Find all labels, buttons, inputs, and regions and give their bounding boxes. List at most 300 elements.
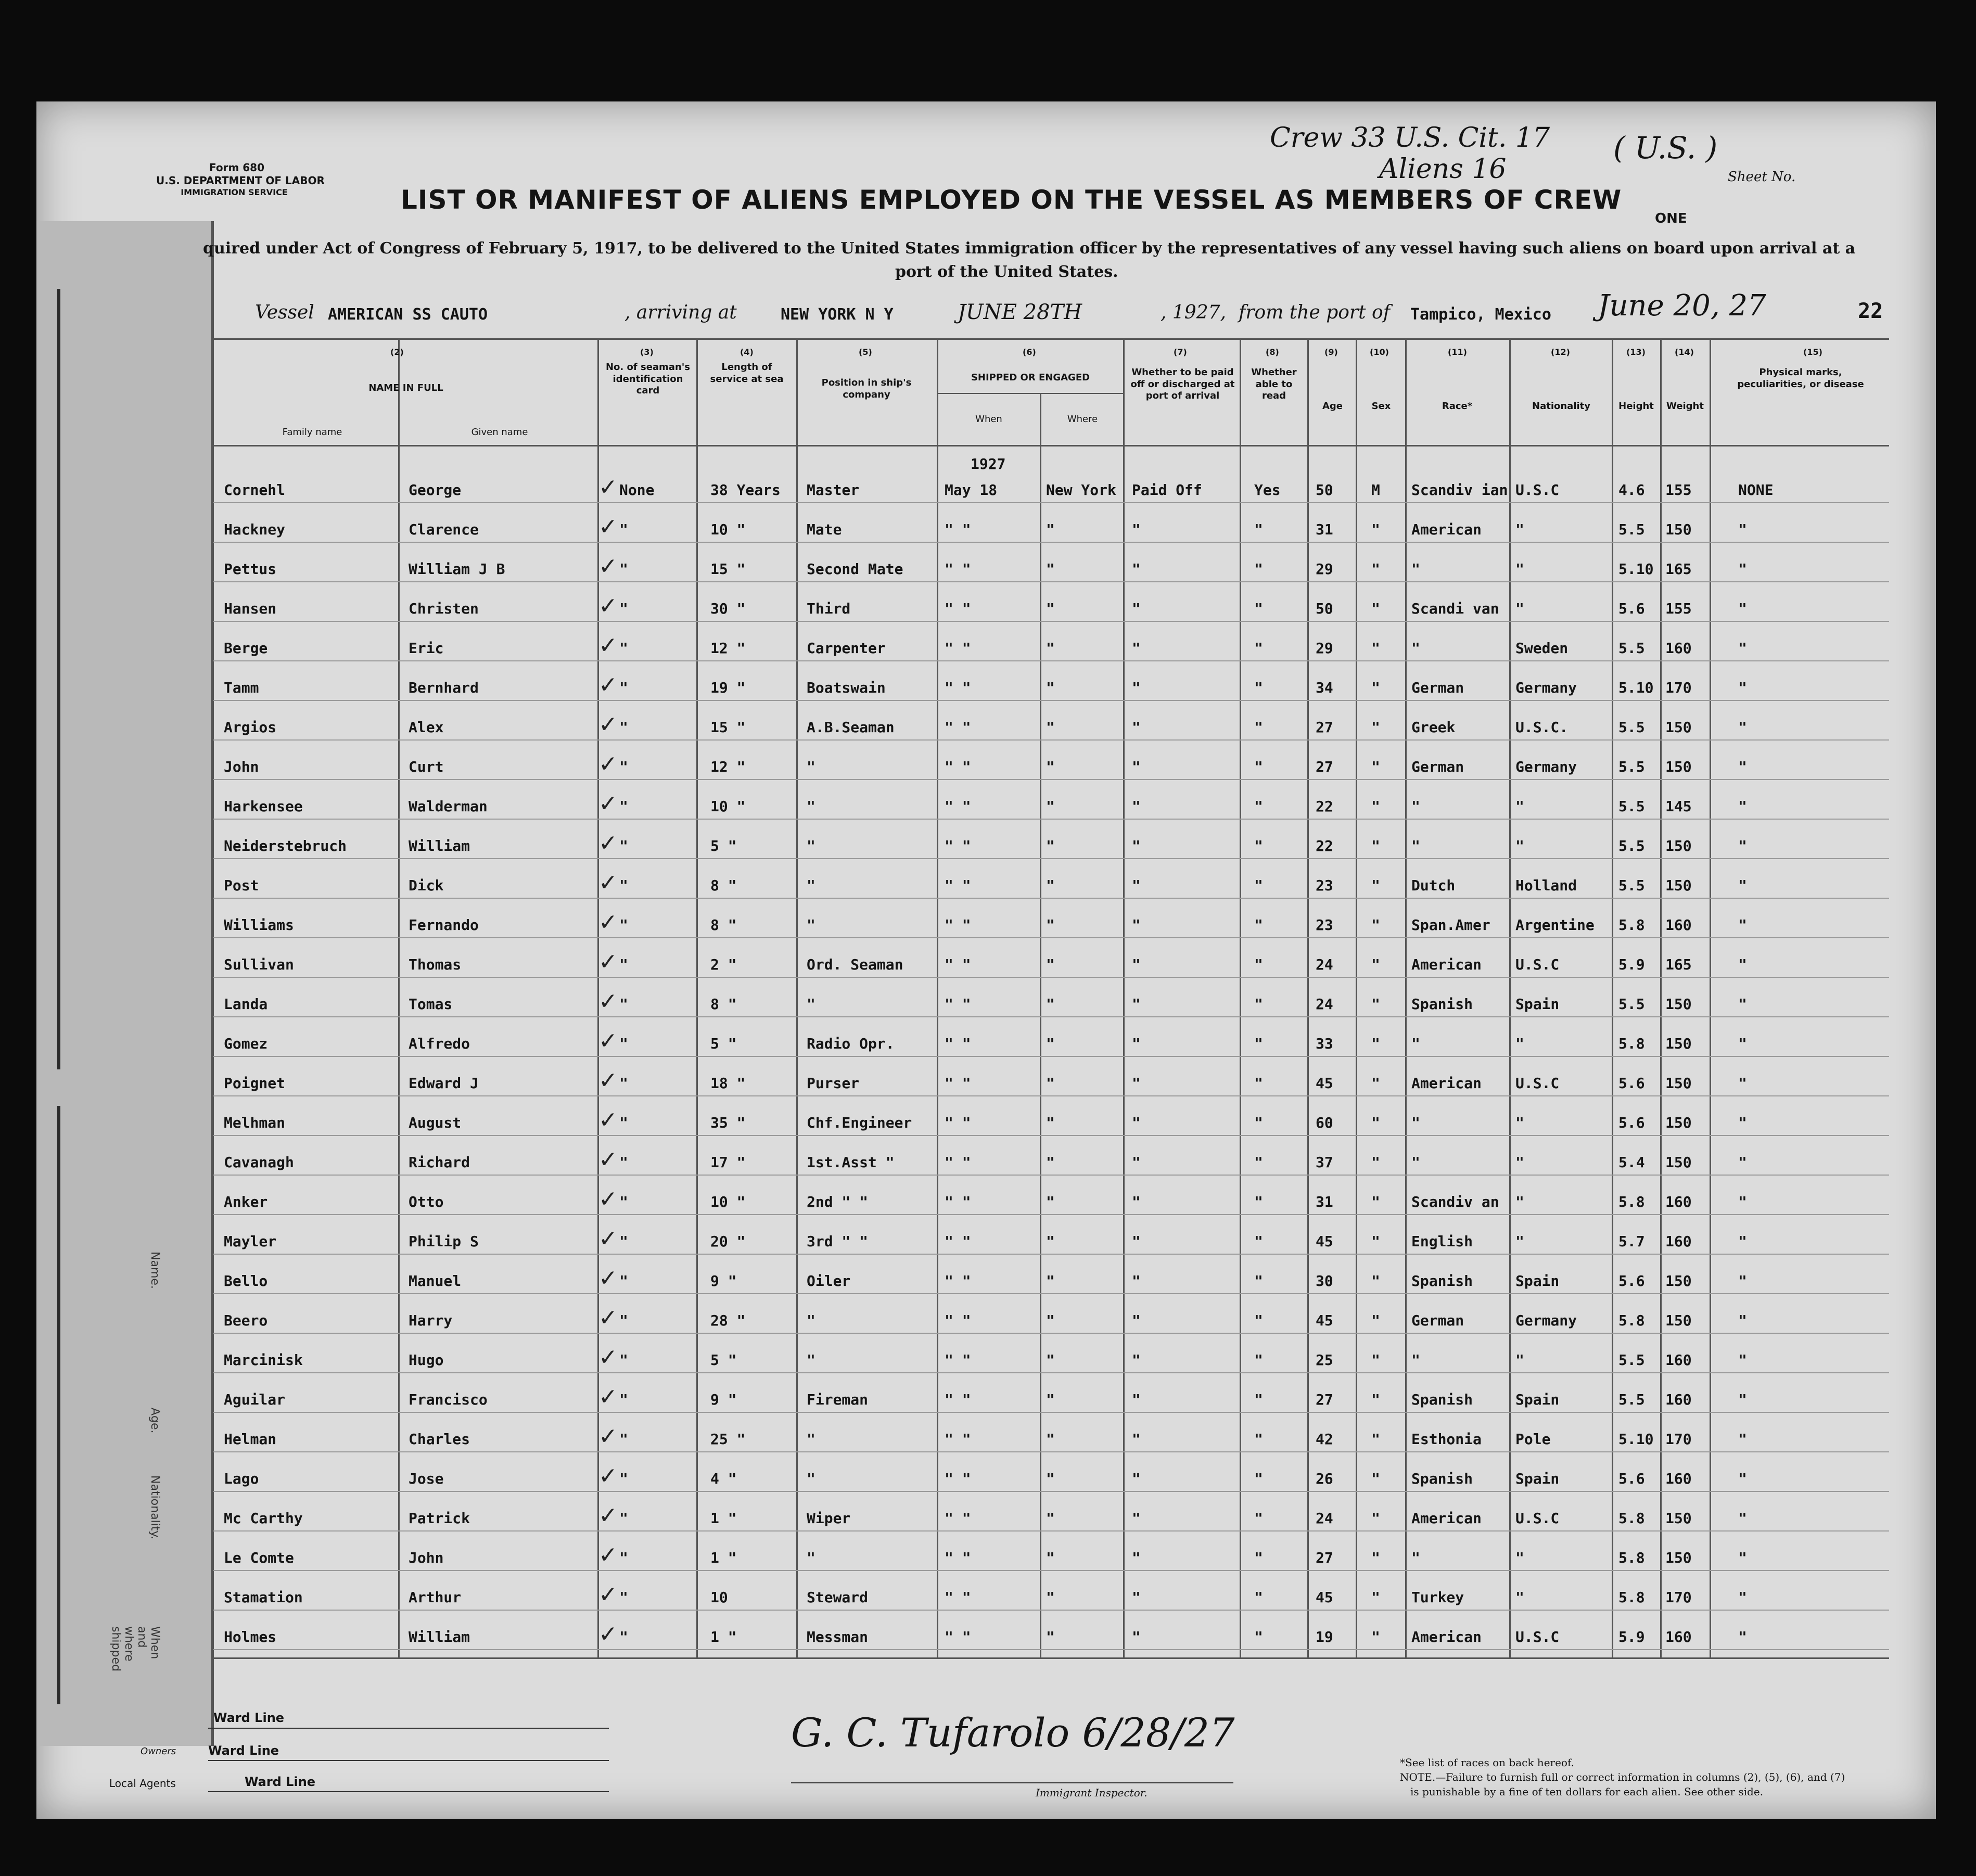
cell-id-card: " xyxy=(619,1391,628,1408)
cell-age: 22 xyxy=(1316,837,1333,854)
owners-value: Ward Line xyxy=(208,1743,279,1758)
cell-weight: 150 xyxy=(1665,1549,1692,1566)
cell-able-to-read: " xyxy=(1254,600,1263,617)
cell-race: Dutch xyxy=(1411,877,1456,894)
col-number: (14) xyxy=(1675,347,1694,357)
cell-position: Ord. Seaman xyxy=(807,956,903,973)
header-marks: Physical marks, peculiarities, or disease xyxy=(1737,367,1864,390)
cell-id-card: " xyxy=(619,1431,628,1448)
header-age: Age xyxy=(1322,401,1343,412)
cell-length-of-service: 18 " xyxy=(710,1075,746,1092)
cell-physical-marks: " xyxy=(1738,521,1747,538)
checkmark-icon: ✓ xyxy=(598,1502,618,1529)
cell-given-name: Curt xyxy=(409,758,444,775)
cell-shipped-where: " xyxy=(1046,1549,1055,1566)
cell-paid-off: " xyxy=(1132,1628,1141,1645)
cell-given-name: Hugo xyxy=(409,1351,444,1369)
cell-nationality: " xyxy=(1515,600,1524,617)
cell-length-of-service: 38 Years xyxy=(710,481,781,499)
col-rule xyxy=(1240,338,1241,1657)
cell-paid-off: " xyxy=(1132,837,1141,854)
col-rule xyxy=(937,338,938,1657)
cell-position: 2nd " " xyxy=(807,1193,869,1210)
cell-id-card: " xyxy=(619,1351,628,1369)
cell-nationality: Sweden xyxy=(1515,640,1569,657)
arrival-year: , 1927, xyxy=(1161,302,1226,323)
header-sex: Sex xyxy=(1371,401,1391,412)
checkmark-icon: ✓ xyxy=(598,790,618,817)
col-number: (10) xyxy=(1370,347,1389,357)
cell-shipped-when: " " xyxy=(945,600,971,617)
header-read: Whether able to read xyxy=(1251,367,1297,401)
cell-height: 5.9 xyxy=(1618,956,1645,973)
cell-sex: " xyxy=(1371,1391,1380,1408)
cell-physical-marks: " xyxy=(1738,877,1747,894)
cell-race: " xyxy=(1411,1035,1420,1052)
cell-age: 23 xyxy=(1316,877,1333,894)
cell-race: American xyxy=(1411,956,1482,973)
handwritten-date: June 20, 27 xyxy=(1598,289,1766,323)
cell-id-card: " xyxy=(619,719,628,736)
cell-position: Third xyxy=(807,600,851,617)
col-rule xyxy=(796,338,798,1657)
checkmark-icon: ✓ xyxy=(598,1463,618,1489)
cell-id-card: " xyxy=(619,798,628,815)
checkmark-icon: ✓ xyxy=(598,593,618,619)
master-value: Ward Line xyxy=(213,1711,285,1725)
cell-family-name: Poignet xyxy=(224,1075,286,1092)
cell-physical-marks: " xyxy=(1738,1510,1747,1527)
cell-weight: 170 xyxy=(1665,1589,1692,1606)
cell-physical-marks: " xyxy=(1738,1193,1747,1210)
cell-length-of-service: 9 " xyxy=(710,1272,737,1290)
cell-weight: 155 xyxy=(1665,600,1692,617)
checkmark-icon: ✓ xyxy=(598,632,618,659)
cell-length-of-service: 2 " xyxy=(710,956,737,973)
cell-weight: 160 xyxy=(1665,1193,1692,1210)
cell-family-name: Anker xyxy=(224,1193,268,1210)
departure-port: Tampico, Mexico xyxy=(1410,305,1551,324)
cell-id-card: " xyxy=(619,1510,628,1527)
cell-nationality: Germany xyxy=(1515,758,1577,775)
header-weight: Weight xyxy=(1666,401,1704,412)
cell-shipped-when: " " xyxy=(945,1391,971,1408)
cell-nationality: Spain xyxy=(1515,1391,1560,1408)
cell-paid-off: " xyxy=(1132,1351,1141,1369)
cell-physical-marks: " xyxy=(1738,1470,1747,1487)
header-when: When xyxy=(975,414,1002,425)
cell-able-to-read: " xyxy=(1254,996,1263,1013)
cell-sex: " xyxy=(1371,996,1380,1013)
cell-sex: " xyxy=(1371,1075,1380,1092)
cell-age: 42 xyxy=(1316,1431,1333,1448)
cell-shipped-when: " " xyxy=(945,1193,971,1210)
cell-physical-marks: " xyxy=(1738,1075,1747,1092)
cell-physical-marks: " xyxy=(1738,1549,1747,1566)
cell-race: Span.Amer xyxy=(1411,916,1490,934)
cell-length-of-service: 8 " xyxy=(710,996,737,1013)
cell-race: " xyxy=(1411,1114,1420,1131)
cell-race: German xyxy=(1411,1312,1464,1329)
cell-race: " xyxy=(1411,1351,1420,1369)
cell-able-to-read: " xyxy=(1254,798,1263,815)
cell-weight: 160 xyxy=(1665,1628,1692,1645)
cell-weight: 150 xyxy=(1665,1035,1692,1052)
row-rule xyxy=(213,977,1889,978)
cell-length-of-service: 28 " xyxy=(710,1312,746,1329)
cell-race: " xyxy=(1411,1154,1420,1171)
cell-age: 27 xyxy=(1316,758,1333,775)
header-paid-off: Whether to be paid off or discharged at port of arrival xyxy=(1130,367,1235,401)
form-number: Form 680 xyxy=(209,161,264,174)
sheet-value: ONE xyxy=(1655,211,1687,226)
col-number: (8) xyxy=(1266,347,1279,357)
cell-weight: 150 xyxy=(1665,1272,1692,1290)
cell-able-to-read: " xyxy=(1254,1431,1263,1448)
cell-race: Scandiv ian xyxy=(1411,481,1508,499)
col-number: (9) xyxy=(1324,347,1338,357)
cell-paid-off: " xyxy=(1132,1549,1141,1566)
row-rule xyxy=(213,1451,1889,1452)
cell-height: 5.6 xyxy=(1618,1114,1645,1131)
cell-shipped-when: " " xyxy=(945,956,971,973)
cell-shipped-where: " xyxy=(1046,521,1055,538)
col-rule xyxy=(1710,338,1711,1657)
cell-height: 5.5 xyxy=(1618,877,1645,894)
cell-weight: 170 xyxy=(1665,1431,1692,1448)
col-rule xyxy=(1660,338,1662,1657)
cell-sex: " xyxy=(1371,758,1380,775)
cell-able-to-read: " xyxy=(1254,640,1263,657)
cell-sex: " xyxy=(1371,798,1380,815)
cell-sex: " xyxy=(1371,956,1380,973)
cell-family-name: Neiderstebruch xyxy=(224,837,347,854)
cell-family-name: Post xyxy=(224,877,259,894)
cell-able-to-read: " xyxy=(1254,1312,1263,1329)
col-number: (15) xyxy=(1803,347,1822,357)
cell-length-of-service: 10 xyxy=(710,1589,728,1606)
cell-position: Purser xyxy=(807,1075,860,1092)
cell-age: 19 xyxy=(1316,1628,1333,1645)
cell-shipped-when: " " xyxy=(945,521,971,538)
header-id-card: No. of seaman's identification card xyxy=(605,362,690,396)
cell-physical-marks: " xyxy=(1738,1351,1747,1369)
cell-length-of-service: 4 " xyxy=(710,1470,737,1487)
cell-shipped-where: " xyxy=(1046,956,1055,973)
col-rule xyxy=(1612,338,1613,1657)
checkmark-icon: ✓ xyxy=(598,1621,618,1648)
cell-id-card: " xyxy=(619,837,628,854)
col-rule xyxy=(696,338,698,1657)
cell-shipped-where: " xyxy=(1046,1035,1055,1052)
table-header-rule xyxy=(213,445,1889,446)
cell-family-name: Cavanagh xyxy=(224,1154,294,1171)
owners-label: Owners xyxy=(141,1746,176,1757)
cell-given-name: August xyxy=(409,1114,462,1131)
cell-id-card: " xyxy=(619,679,628,696)
cell-nationality: " xyxy=(1515,1193,1524,1210)
cell-paid-off: " xyxy=(1132,996,1141,1013)
cell-shipped-when: " " xyxy=(945,1272,971,1290)
row-rule xyxy=(213,1530,1889,1532)
cell-physical-marks: " xyxy=(1738,1391,1747,1408)
cell-position: Oiler xyxy=(807,1272,851,1290)
cell-race: Scandiv an xyxy=(1411,1193,1499,1210)
cell-shipped-when: " " xyxy=(945,1628,971,1645)
cell-length-of-service: 30 " xyxy=(710,600,746,617)
cell-family-name: Helman xyxy=(224,1431,277,1448)
cell-given-name: Christen xyxy=(409,600,479,617)
cell-shipped-where: " xyxy=(1046,1589,1055,1606)
cell-height: 5.5 xyxy=(1618,1391,1645,1408)
cell-shipped-where: " xyxy=(1046,1312,1055,1329)
cell-position: " xyxy=(807,1549,815,1566)
fold-label-nationality: Nationality. xyxy=(148,1475,161,1540)
cell-shipped-when: " " xyxy=(945,837,971,854)
cell-able-to-read: " xyxy=(1254,679,1263,696)
cell-id-card: " xyxy=(619,600,628,617)
cell-paid-off: " xyxy=(1132,1470,1141,1487)
cell-sex: " xyxy=(1371,1154,1380,1171)
cell-given-name: William xyxy=(409,1628,470,1645)
cell-sex: " xyxy=(1371,640,1380,657)
cell-nationality: U.S.C xyxy=(1515,956,1560,973)
cell-length-of-service: 20 " xyxy=(710,1233,746,1250)
cell-able-to-read: " xyxy=(1254,1193,1263,1210)
cell-weight: 150 xyxy=(1665,996,1692,1013)
cell-race: American xyxy=(1411,521,1482,538)
cell-shipped-where: " xyxy=(1046,1510,1055,1527)
cell-height: 4.6 xyxy=(1618,481,1645,499)
cell-length-of-service: 15 " xyxy=(710,560,746,578)
cell-shipped-where: " xyxy=(1046,837,1055,854)
cell-id-card: " xyxy=(619,640,628,657)
cell-age: 45 xyxy=(1316,1233,1333,1250)
cell-paid-off: " xyxy=(1132,1589,1141,1606)
cell-weight: 165 xyxy=(1665,560,1692,578)
cell-length-of-service: 1 " xyxy=(710,1628,737,1645)
cell-given-name: Thomas xyxy=(409,956,462,973)
cell-physical-marks: " xyxy=(1738,758,1747,775)
row-rule xyxy=(213,937,1889,938)
cell-shipped-when: " " xyxy=(945,758,971,775)
cell-race: Spanish xyxy=(1411,1272,1473,1290)
cell-paid-off: " xyxy=(1132,1193,1141,1210)
cell-position: " xyxy=(807,1431,815,1448)
cell-position: Radio Opr. xyxy=(807,1035,895,1052)
cell-age: 33 xyxy=(1316,1035,1333,1052)
cell-able-to-read: " xyxy=(1254,758,1263,775)
cell-age: 50 xyxy=(1316,481,1333,499)
cell-nationality: " xyxy=(1515,1114,1524,1131)
cell-able-to-read: " xyxy=(1254,837,1263,854)
cell-race: Turkey xyxy=(1411,1589,1464,1606)
cell-physical-marks: " xyxy=(1738,916,1747,934)
checkmark-icon: ✓ xyxy=(598,1146,618,1173)
cell-sex: " xyxy=(1371,1549,1380,1566)
cell-nationality: U.S.C xyxy=(1515,1628,1560,1645)
cell-family-name: Holmes xyxy=(224,1628,277,1645)
cell-paid-off: " xyxy=(1132,1114,1141,1131)
cell-race: Esthonia xyxy=(1411,1431,1482,1448)
cell-age: 27 xyxy=(1316,1391,1333,1408)
cell-given-name: William J B xyxy=(409,560,505,578)
checkmark-icon: ✓ xyxy=(598,474,618,501)
cell-id-card: " xyxy=(619,1589,628,1606)
cell-family-name: Bello xyxy=(224,1272,268,1290)
cell-age: 60 xyxy=(1316,1114,1333,1131)
cell-length-of-service: 8 " xyxy=(710,877,737,894)
folded-strip xyxy=(36,221,214,1746)
cell-given-name: Arthur xyxy=(409,1589,462,1606)
inspector-label: Immigrant Inspector. xyxy=(1036,1786,1148,1799)
cell-weight: 150 xyxy=(1665,837,1692,854)
checkmark-icon: ✓ xyxy=(598,1384,618,1410)
cell-given-name: Eric xyxy=(409,640,444,657)
cell-age: 26 xyxy=(1316,1470,1333,1487)
table-top-rule xyxy=(213,338,1889,340)
cell-weight: 155 xyxy=(1665,481,1692,499)
cell-able-to-read: " xyxy=(1254,1154,1263,1171)
cell-family-name: Mc Carthy xyxy=(224,1510,303,1527)
fold-label-age: Age. xyxy=(148,1408,161,1434)
cell-position: Wiper xyxy=(807,1510,851,1527)
fold-rule xyxy=(57,1106,60,1704)
cell-paid-off: " xyxy=(1132,956,1141,973)
cell-given-name: Francisco xyxy=(409,1391,488,1408)
cell-nationality: " xyxy=(1515,560,1524,578)
cell-length-of-service: 12 " xyxy=(710,758,746,775)
cell-physical-marks: " xyxy=(1738,1035,1747,1052)
checkmark-icon: ✓ xyxy=(598,1265,618,1292)
cell-sex: " xyxy=(1371,1589,1380,1606)
cell-given-name: Jose xyxy=(409,1470,444,1487)
cell-family-name: Hackney xyxy=(224,521,286,538)
checkmark-icon: ✓ xyxy=(598,1028,618,1054)
cell-id-card: " xyxy=(619,1470,628,1487)
cell-height: 5.10 xyxy=(1618,679,1654,696)
sheet-label: Sheet No. xyxy=(1728,169,1796,185)
cell-able-to-read: " xyxy=(1254,1391,1263,1408)
cell-family-name: Beero xyxy=(224,1312,268,1329)
col-rule xyxy=(1356,338,1357,1657)
row-rule xyxy=(213,660,1889,661)
cell-id-card: " xyxy=(619,1075,628,1092)
cell-paid-off: " xyxy=(1132,877,1141,894)
cell-family-name: Cornehl xyxy=(224,481,286,499)
cell-id-card: " xyxy=(619,560,628,578)
cell-length-of-service: 1 " xyxy=(710,1510,737,1527)
cell-position: A.B.Seaman xyxy=(807,719,895,736)
cell-able-to-read: " xyxy=(1254,956,1263,973)
cell-shipped-where: " xyxy=(1046,679,1055,696)
cell-paid-off: " xyxy=(1132,560,1141,578)
cell-weight: 150 xyxy=(1665,1510,1692,1527)
cell-nationality: Spain xyxy=(1515,1470,1560,1487)
cell-paid-off: " xyxy=(1132,1510,1141,1527)
form-subtitle: quired under Act of Congress of February 5, 1917, to be delivered to the United States immigration officer by the representatives of any vessel having such aliens on board upon arrival at a xyxy=(203,239,1856,258)
cell-shipped-when: " " xyxy=(945,1510,971,1527)
header-shipped: SHIPPED OR ENGAGED xyxy=(971,372,1090,383)
cell-shipped-when: " " xyxy=(945,1154,971,1171)
cell-given-name: Dick xyxy=(409,877,444,894)
col-number: (5) xyxy=(859,347,872,357)
row-rule xyxy=(213,1175,1889,1176)
cell-paid-off: " xyxy=(1132,521,1141,538)
cell-weight: 170 xyxy=(1665,679,1692,696)
cell-shipped-where: " xyxy=(1046,1154,1055,1171)
checkmark-icon: ✓ xyxy=(598,1107,618,1133)
row-rule xyxy=(213,858,1889,859)
cell-family-name: Mayler xyxy=(224,1233,277,1250)
cell-race: " xyxy=(1411,798,1420,815)
cell-sex: " xyxy=(1371,1233,1380,1250)
cell-given-name: Harry xyxy=(409,1312,453,1329)
owners-rule xyxy=(208,1760,609,1761)
header-family-name: Family name xyxy=(282,427,342,438)
cell-nationality: " xyxy=(1515,1589,1524,1606)
cell-position: Fireman xyxy=(807,1391,869,1408)
col-number: (2) xyxy=(390,347,404,357)
cell-family-name: Pettus xyxy=(224,560,277,578)
cell-position: " xyxy=(807,1470,815,1487)
col-number: (6) xyxy=(1023,347,1036,357)
cell-length-of-service: 25 " xyxy=(710,1431,746,1448)
cell-position: " xyxy=(807,798,815,815)
cell-nationality: Germany xyxy=(1515,1312,1577,1329)
cell-family-name: Berge xyxy=(224,640,268,657)
cell-weight: 160 xyxy=(1665,640,1692,657)
cell-shipped-where: " xyxy=(1046,758,1055,775)
arrival-port: NEW YORK N Y xyxy=(781,305,894,324)
cell-physical-marks: " xyxy=(1738,1589,1747,1606)
cell-able-to-read: " xyxy=(1254,916,1263,934)
cell-age: 31 xyxy=(1316,521,1333,538)
cell-height: 5.8 xyxy=(1618,1193,1645,1210)
cell-length-of-service: 17 " xyxy=(710,1154,746,1171)
cell-shipped-where: " xyxy=(1046,996,1055,1013)
cell-nationality: U.S.C xyxy=(1515,481,1560,499)
row-rule xyxy=(213,1372,1889,1373)
cell-shipped-when: " " xyxy=(945,877,971,894)
cell-id-card: " xyxy=(619,1233,628,1250)
header-given-name: Given name xyxy=(471,427,528,438)
cell-position: Master xyxy=(807,481,860,499)
cell-shipped-when: May 18 xyxy=(945,481,998,499)
cell-family-name: Landa xyxy=(224,996,268,1013)
cell-id-card: " xyxy=(619,956,628,973)
cell-shipped-where: " xyxy=(1046,1628,1055,1645)
cell-position: " xyxy=(807,1312,815,1329)
cell-shipped-when: " " xyxy=(945,996,971,1013)
cell-sex: " xyxy=(1371,679,1380,696)
cell-family-name: Lago xyxy=(224,1470,259,1487)
cell-weight: 150 xyxy=(1665,1075,1692,1092)
cell-race: American xyxy=(1411,1075,1482,1092)
cell-able-to-read: " xyxy=(1254,1114,1263,1131)
cell-family-name: Sullivan xyxy=(224,956,294,973)
col-rule xyxy=(398,338,400,1657)
cell-height: 5.6 xyxy=(1618,600,1645,617)
cell-paid-off: " xyxy=(1132,640,1141,657)
cell-sex: " xyxy=(1371,1470,1380,1487)
cell-able-to-read: " xyxy=(1254,1510,1263,1527)
cell-physical-marks: " xyxy=(1738,798,1747,815)
header-where: Where xyxy=(1067,414,1098,425)
cell-sex: " xyxy=(1371,837,1380,854)
cell-shipped-when: " " xyxy=(945,679,971,696)
cell-given-name: Philip S xyxy=(409,1233,479,1250)
